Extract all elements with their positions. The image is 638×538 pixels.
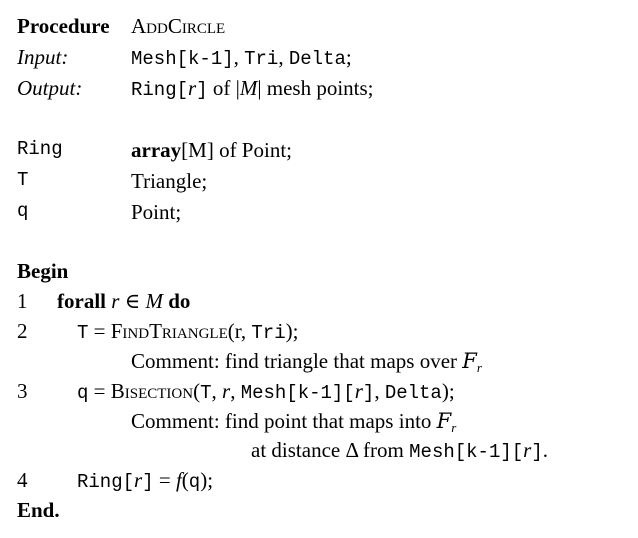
decl-type: Triangle; — [131, 169, 208, 193]
begin-keyword: Begin — [17, 259, 69, 283]
output-desc: Ring[r] of |M| mesh points; — [131, 76, 374, 101]
input-arg-tri: Tri — [244, 48, 279, 70]
step-body: Ring[r] = f(q); — [77, 468, 214, 493]
comment-text: Comment: find point that maps into $F_r$ — [131, 409, 457, 435]
step-number: 2 — [17, 319, 28, 343]
comment-text: Comment: find triangle that maps over $F_r$ — [131, 349, 482, 375]
procedure-keyword: Procedure — [17, 14, 110, 38]
input-arg-mesh: Mesh[k-1] — [131, 48, 234, 70]
step-body: q = Bisection(T, r, Mesh[k-1][r], Delta); — [77, 379, 455, 404]
step-number: 1 — [17, 289, 28, 313]
input-args: Mesh[k-1], Tri, Delta; — [131, 45, 352, 70]
decl-type: array[M] of Point; — [131, 138, 292, 162]
step-number: 3 — [17, 379, 28, 403]
end-keyword: End. — [17, 498, 60, 522]
output-label: Output: — [17, 76, 83, 100]
step-body: T = FindTriangle(r, Tri); — [77, 319, 299, 344]
input-label: Input: — [17, 45, 69, 69]
input-arg-delta: Delta — [288, 48, 346, 70]
decl-type: Point; — [131, 200, 182, 224]
decl-name: Ring — [17, 138, 63, 160]
comment-text: at distance Δ from Mesh[k-1][r]. — [251, 438, 549, 463]
decl-name: T — [17, 169, 29, 191]
procedure-name: AddCircle — [131, 14, 226, 38]
decl-name: q — [17, 200, 29, 222]
step-number: 4 — [17, 468, 28, 492]
step-body: forall r ∈ M do — [57, 289, 191, 313]
